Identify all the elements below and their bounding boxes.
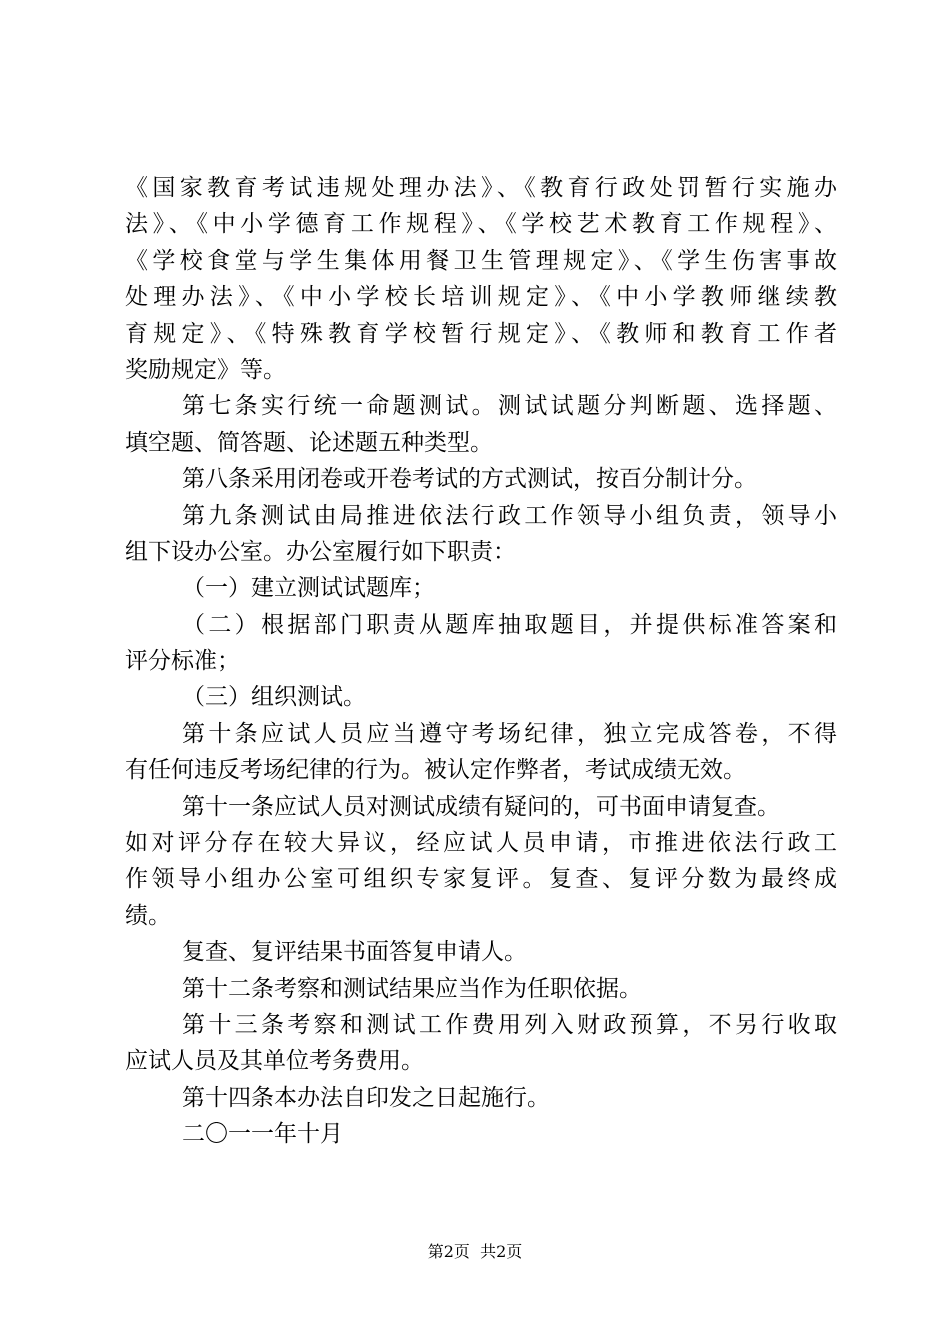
text-line: 绩。 — [125, 902, 171, 929]
text-line: 第十条应试人员应当遵守考场纪律，独立完成答卷，不得 — [182, 720, 837, 747]
text-line: 如对评分存在较大异议，经应试人员申请，市推进依法行政工 — [125, 830, 837, 857]
page-number: 第2页 — [427, 1242, 470, 1261]
text-line: 处理办法》、《中小学校长培训规定》、《中小学教师继续教 — [125, 284, 837, 311]
text-line: 评分标准； — [125, 648, 240, 675]
text-line: 组下设办公室。办公室履行如下职责： — [125, 538, 516, 565]
text-line: （三）组织测试。 — [182, 684, 366, 711]
text-line: 第八条采用闭卷或开卷考试的方式测试，按百分制计分。 — [182, 466, 757, 493]
text-line: （二）根据部门职责从题库抽取题目，并提供标准答案和 — [182, 611, 837, 638]
text-line: 第十二条考察和测试结果应当作为任职依据。 — [182, 975, 642, 1002]
text-line: 《学校食堂与学生集体用餐卫生管理规定》、《学生伤害事故 — [125, 247, 837, 274]
text-line: 第十一条应试人员对测试成绩有疑问的，可书面申请复查。 — [182, 793, 780, 820]
text-line: 奖励规定》等。 — [125, 356, 286, 383]
text-line: 第七条实行统一命题测试。测试试题分判断题、选择题、 — [182, 393, 837, 420]
text-line: 有任何违反考场纪律的行为。被认定作弊者，考试成绩无效。 — [125, 757, 746, 784]
text-line: 育规定》、《特殊教育学校暂行规定》、《教师和教育工作者 — [125, 320, 837, 347]
text-line: 填空题、简答题、论述题五种类型。 — [125, 429, 493, 456]
text-line: 应试人员及其单位考务费用。 — [125, 1048, 424, 1075]
text-line: 第十四条本办法自印发之日起施行。 — [182, 1084, 550, 1111]
text-line: 《国家教育考试违规处理办法》、《教育行政处罚暂行实施办 — [125, 175, 837, 201]
text-line: 复查、复评结果书面答复申请人。 — [182, 939, 527, 966]
document-body — [125, 170, 837, 1153]
text-line: 二〇一一年十月 — [182, 1121, 343, 1148]
page-footer — [0, 1242, 950, 1262]
text-line: （一）建立测试试题库； — [182, 575, 435, 602]
text-line: 第十三条考察和测试工作费用列入财政预算，不另行收取 — [182, 1011, 837, 1038]
text-line: 法》、《中小学德育工作规程》、《学校艺术教育工作规程》、 — [125, 211, 837, 238]
text-line: 第九条测试由局推进依法行政工作领导小组负责，领导小 — [182, 502, 837, 529]
text-line: 作领导小组办公室可组织专家复评。复查、复评分数为最终成 — [125, 866, 837, 893]
page-total: 共2页 — [480, 1242, 523, 1261]
